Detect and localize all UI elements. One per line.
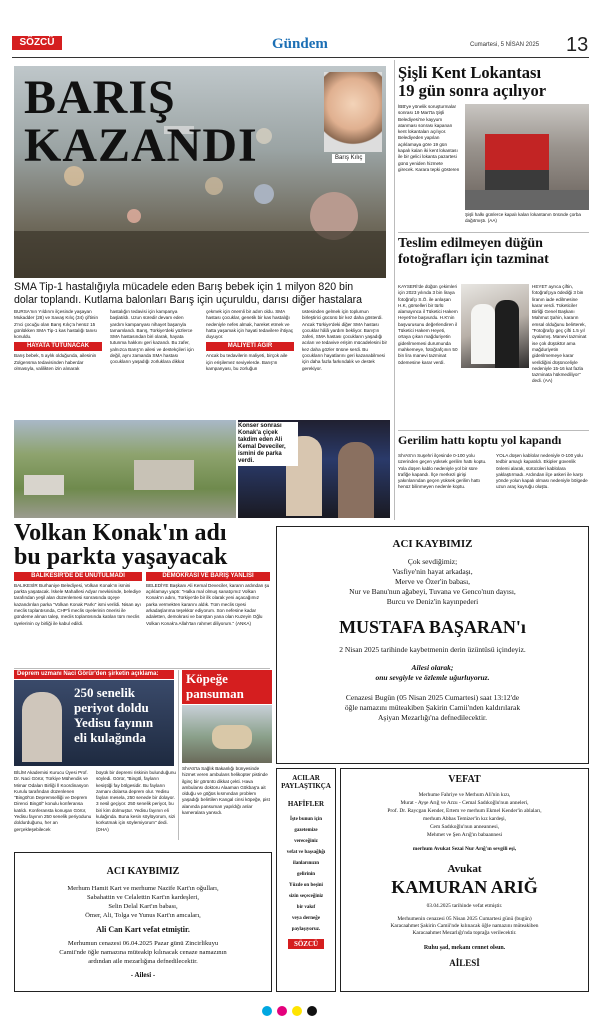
- yedisu-headline-4: eli kulağında: [74, 729, 146, 745]
- yedisu-headline-2: periyot doldu: [74, 699, 149, 715]
- kopek-headline-2: pansuman: [186, 685, 244, 701]
- park-photo-caption: Konser sonrası Konak'a çiçek takdim eden Ali Kemal Deveciler, ismini de parka verdi.: [238, 423, 286, 464]
- ad-line-9: gelirinin: [296, 872, 316, 878]
- dugun-headline-1: Teslim edilmeyen düğün: [398, 236, 543, 251]
- baris-deck-1: SMA Tip-1 hastalığıyla mücadele eden Barış bebek için 1 milyon 820 bin: [14, 281, 354, 293]
- obit1-line4: Nur ve Banu'nun ağabeyi, Tuvana ve Genco'nun dayısı,: [349, 586, 516, 596]
- obit2-line-4: merhum Abbas Temizer'in kız kardeşi,: [423, 815, 506, 822]
- obit3-title: ACI KAYBIMIZ: [106, 866, 180, 877]
- baris-label-2: MALİYETİ AĞIR: [206, 342, 294, 351]
- issue-date: Cumartesi, 5 NİSAN 2025: [470, 42, 540, 48]
- obit1-line5: Burcu ve Deniz'in kayınpederi: [386, 596, 479, 606]
- baby-photo: [324, 72, 382, 152]
- baris-balloon-photo: [14, 66, 386, 278]
- obit2-date: 03.04.2025 tarihinde vefat etmiştir.: [426, 902, 503, 909]
- obit2-signature: AİLESİ: [449, 957, 480, 968]
- obit1-family-2: onu sevgiyle ve özlemle uğurluyoruz.: [375, 673, 490, 683]
- baris-col1-b: Barış bebek, 5 aylık olduğunda, ailesinin Zolgensma tedavisinden haberdar olmasıyla, valilikten izin alınarak: [14, 353, 97, 371]
- obit2-name: KAMURAN ARIĞ: [391, 877, 538, 898]
- obit1-line1: Çok sevdiğimiz;: [407, 556, 458, 566]
- obit1-title: ACI KAYBIMIZ: [392, 538, 473, 550]
- obit2-line-6: Mehmet ve Şen Arığ'ın babaannesi: [426, 831, 503, 838]
- wedding-photo: [461, 284, 529, 368]
- obit2-line-1: Merhume Fahriye ve Merhum Ali'nin kızı,: [418, 791, 511, 798]
- baris-col3-a: çekmek için önemli bir adım oldu. SMA hastası çocuklar, genetik bir kas hastalığı nedeniyle nefes almak, hareket etmek ve hatta yaşamak için hayati tedavilere ihtiyaç duyuyor.: [206, 309, 294, 340]
- obit2-line-7: merhum Avukat Sezai Nur Arığ'ın sevgili eşi,: [412, 845, 517, 852]
- obit2-rest: Ruhu şad, mekanı cennet olsun.: [423, 944, 506, 951]
- obit3-name: Ali Can Kart vefat etmiştir.: [96, 924, 190, 934]
- baris-deck-2: dolar toplandı. Kutlama balonları Barış için uçuruldu, darısı diğer hastalara: [14, 294, 363, 306]
- kopek-body: SİVAS'ta Sağlık Bakanlığı bünyesinde hizmet veren ambulans helikopter pistinde ilginç bir görüntü dikkat çekti. Hava ambulansı doktoru Alaaman Gökbaş'a ait olduğu ve göğüs kısmından problem yaşadığı belirtilen Kangal cinsi köpeğe, pist alanında pansuman yapıldığı anlar kameralara yansıdı.: [182, 766, 270, 816]
- baris-headline-1: BARIŞ: [24, 71, 176, 124]
- obit3-line-3: Selin Delal Kart'ın babası,: [108, 902, 178, 910]
- yedisu-photo: [14, 680, 174, 766]
- obit3-signature: - Ailesi -: [130, 970, 156, 979]
- yedisu-col1: BİLİM Akademisi Kurucu Üyesi Prof. Dr. Naci Görür, Türkiye Mühendis ve Mimar Odaları Birliği İl Koordinasyon Kurulu tarafından düzenlenen "Bingöl'ün Depremselliği ve Deprem Direnci Bingöl" konulu konferansa katıldı. Konferansta konuşan Görür, Yedisu fayının 250 senelik periyodunu doldurduğunu, her an gerçekleşebilecek: [14, 770, 92, 832]
- baris-label-1: HAYATA TUTUNACAK: [14, 342, 102, 351]
- section-title: Gündem: [272, 36, 328, 52]
- ad-line-14: paylaşıyoruz.: [291, 927, 321, 933]
- color-registration-marks: [262, 1005, 338, 1017]
- ad-line-2: PAYLAŞTIKÇA: [281, 782, 331, 791]
- ad-line-10: Yüzde on beşini: [289, 883, 323, 889]
- obit2-funeral-1: Merhumenin cenazesi 05 Nisan 2025 Cumartesi günü (bugün): [397, 915, 532, 922]
- sisli-headline-2: 19 gün sonra açılıyor: [398, 81, 547, 100]
- ad-line-3: HAFİFLER: [287, 800, 325, 809]
- obit1-line3: Merve ve Özer'in babası,: [394, 576, 471, 586]
- baby-caption: Barış Kılıç: [332, 154, 365, 163]
- ad-line-7: vefat ve başsağlığı: [286, 850, 326, 856]
- ad-line-12: bir vakıf: [296, 905, 316, 911]
- obit2-title: VEFAT: [448, 774, 481, 785]
- kopek-headline-1: Köpeğe: [186, 671, 228, 686]
- sisli-headline-1: Şişli Kent Lokantası: [398, 63, 542, 82]
- sisli-caption: Şişli halkı günlerce kapalı kalan lokantanın önünde çorba dağıtmıştı. (AA): [465, 212, 581, 224]
- obit2-line-3: Prof. Dr. Raycgan Kender, Ertem ve merhum Ekmel Kender'in ablaları,: [387, 807, 542, 814]
- park-col2: BELEDİYE Başkanı Ali Kemal Deveciler, kararın ardından şu açıklamayı yaptı: "Halka mal olmuş sanatçımız Volkan Konak'ın adını, Türkiye'de bir ilk olarak yeni açacağımız parka vermekten kararını aldık. Tüm meclis üyesi arkadaşlarıma teşekkür ediyorum. Son nefesine kadar adaletten, demokrasi ve barıştan yana olan Kuzeyin Oğlu Volkan Konak'a Allah'tan rahmet diliyorum." (ANKA): [146, 582, 270, 626]
- sisli-photo: [465, 104, 589, 210]
- yedisu-col2: büyük bir depremi riskinin bulunduğunu söyledi. Görür, "Bingöl, fayların kesiştiği fay bölgesidir. Bu fayların zamanı dolarsa deprem olur. Yedisu fayları mesela, 250 senede bir dolayor. 3 nesil geçiyor. 250 senelik periyot, bu biri kim dolmuştur. Yedisu fayının eli kulağında. Buna kesin söylüyorum, sizi korkutmak için söylemiyorum" dedi. (DHA): [96, 770, 176, 832]
- baris-col4: üstesinden gelmek için toplumun birleştirici gücünü bir kez daha gösterdi. Ancak Türkiye'deki diğer SMA hastası çocuklar hâlâ yardım bekliyor. Barış'ın zaferi, SMA hastası çocukların yaşadığı acıları ve tedavive erişim mücadelesini bir kez daha gözler önüne serdi. Bu çocukların hayatlarını geri kazanabilmesi için daha fazla farkındalık ve destek gerekiyor.: [302, 309, 388, 371]
- ad-line-1: ACILAR: [292, 774, 320, 782]
- ad-line-8: ilanlarınızın: [292, 861, 320, 867]
- dugun-col1: KAYSERİ'de düğün çekimleri için 2023 yılında 3 bin liraya fotoğrafçı S.Ö. ile anlaşan H.K, görselleri bir türlü alamayınca il Tüketici Hakem Heyeti'ne başvurdu. H.K'nin başvurusunu değerlendiren il Tüketici Hakem Heyeti, ortaya çıkan mağduriyetin giderilmemesi durumunda mahkemeye, fotoğrafçının 50 bin lira manevi tazminat ödemesine karar verdi.: [398, 284, 458, 365]
- ad-line-13: veya derneğe: [292, 916, 320, 922]
- gerilim-headline: Gerilim hattı koptu yol kapandı: [398, 433, 562, 447]
- obit1-funeral-1: Cenazesi Bugün (05 Nisan 2025 Cumartesi) saat 13:12'de: [345, 693, 520, 703]
- park-aerial-photo: [14, 420, 236, 518]
- baris-col2: hastalığın tedavisi için kampanya başlatıldı. Uzun süredir devam eden yardım kampanyası nihayet başarıyla tamamlandı. Barış, Türkiye'deki yüzlerce SMA hastasından biri olarak, hayata tutunma hakkını geri kazandı. Bu zafer, yalnızca Barış'ın ailesi ve destekçileri için değil, aynı zamanda SMA hastası çocukların yaşadığı zorluklara dikkat: [110, 309, 194, 365]
- dog-photo: [182, 705, 272, 763]
- park-label-2: DEMOKRASİ VE BARIŞ YANLISI: [146, 572, 270, 581]
- obit2-line-5: Cem Sadıkoğlu'nun anneannesi,: [429, 823, 500, 830]
- dugun-col2: HEYET ayrıca çiftin, fotoğrafçıya ödediği 3 bin liranın iade edilmesine karar verdi. Tüketiciler Birliği Genel Başkanı Mahmut Şahin, kararın emsal olduğunu belirterek, "Fotoğrafçı geç çifti 1.5 yıl oyalamış. Manevi tazminat ise çok düşüktür ama mağduriyetin giderilmemeye karar verildiğini düşünceliyle nedeniyle 15-16 kat fazla tazminata hükmediliyor" dedi. (AA): [532, 284, 587, 384]
- obit3-line-1: Merhum Hamit Kart ve merhume Nazife Kart'ın oğulları,: [67, 884, 219, 892]
- obit1-date-line: 2 Nisan 2025 tarihinde kaybetmenin derin üzüntüsü içindeyiz.: [339, 645, 526, 655]
- obit1-funeral-3: Aşiyan Mezarlığı'na defnedilecektir.: [377, 713, 488, 723]
- obit2-funeral-2: Karacaahmet Şakirin Camii'nde kılınacak öğle namazını müteakiben: [390, 922, 539, 929]
- ad-line-4: İşte bunun için: [290, 817, 322, 823]
- park-headline-1: Volkan Konak'ın adı: [14, 520, 227, 546]
- baris-col3-b: Ancak bu tedavilerin maliyeti, birçok aile için erişilemez seviyelerde. Barış'ın kampanyası, bu zorluğun: [206, 353, 288, 371]
- obit3-line-4: Ömer, Ali, Tolga ve Yunus Kart'ın amcaları,: [85, 911, 201, 919]
- ad-logo: SÖZCÜ: [288, 939, 324, 949]
- baris-col1-a: BURSA'nın Yıldırım ilçesinde yaşayan Mukadder (28) ve Savaş Kılıç (34) çiftinin 2'nci çocuğu olan Barış Kılıç'a henüz 15 günlükken SMA Tip-1 kas hastalığı tanısı konuldu.: [14, 309, 98, 340]
- park-col1: BALIKESİR Burhaniye Belediyesi, Volkan Konak'ın ismini parkta yaşatacak. İskele Mahallesi Adyar mevkisinde, belediye tarafından yeşil alan düzenlemesi sonrasında üçeye kazandırılan parka "Volkan Konak Parkı" ismi verildi. Nisan ayı meclis toplantısında, CHP'li meclis üyelerinin önerisi ile gündeme alınan talep, meclis toplantısında katılan tüm meclis üyelerinin oy birliği ile kabul edildi.: [14, 582, 141, 626]
- obit2-funeral-3: Karacaahmet Mezarlığı'nda toprağa verilecektir.: [412, 929, 517, 936]
- obit3-funeral-3: ardından aile mezarlığına defnedilecektir.: [88, 957, 198, 965]
- ad-line-5: gazetemize: [294, 828, 318, 834]
- obit1-line2: Vasfiye'nin hayat arkadaşı,: [392, 566, 473, 576]
- obit1-funeral-2: öğle namazını müteakiben Şakirin Camii'nden kaldırılarak: [344, 703, 521, 713]
- park-label-1: BALIKESİR'DE DE UNUTULMADI: [14, 572, 142, 581]
- obit2-line-2: Murat - Ayşe Arığ ve Arzu - Cemal Sadıkoğlu'nun anneleri,: [400, 799, 529, 806]
- obit2-title-2: Avukat: [447, 862, 482, 875]
- yedisu-banner: Deprem uzmanı Naci Görür'den şirketin açıklama:: [14, 670, 174, 679]
- yedisu-headline-3: Yedisu fayının: [74, 714, 154, 730]
- page-number: 13: [566, 34, 589, 56]
- obit3-line-2: Sabahattin ve Celalettin Kart'ın kardeşleri,: [87, 893, 199, 901]
- sisli-body: İBB'ye yönelik soruşturmalar sonrası 19 Mart'ta Şişli Belediyesi'ne kayyum atanması sonrası kapanan kent lokantaları açılıyor. Belediyeden yapılan açıklamaya göre 19 gün kapalı kalan iki kent lokantası ile bir gelici lokanta pazartesi günü yeniden hizmete girecek. Karara tepki gösteren: [398, 104, 460, 172]
- gerilim-col1: SİVAS'ın Suşehri ilçesinde 0-100 yolu üzerinden geçen yüksek gerilim hattı koptu. Yola düşen kablo nedeniyle yol bir süre trafiğe kapandı. İlçe merkezi girişi yakınlarından geçen yüksek gerilim hattı henüz bilinmeyen nedenle koptu.: [398, 453, 487, 490]
- obit3-funeral-1: Merhumun cenazesi 06.04.2025 Pazar günü Zincirlikuyu: [67, 939, 219, 947]
- baris-headline-2: KAZANDI: [24, 119, 258, 172]
- ad-line-6: vereceğiniz: [294, 839, 318, 845]
- yedisu-headline-1: 250 senelik: [74, 685, 136, 700]
- obit1-name: MUSTAFA BAŞARAN'ı: [339, 616, 526, 637]
- obit1-family-1: Ailesi olarak;: [411, 663, 454, 673]
- logo: SÖZCÜ: [12, 36, 62, 50]
- dugun-headline-2: fotoğrafları için tazminat: [398, 252, 549, 267]
- park-headline-2: bu parkta yaşayacak: [14, 544, 228, 570]
- obit3-funeral-2: Camii'nde öğle namazına müteakip kılınacak cenaze namazının: [59, 948, 227, 956]
- ad-line-11: sizin seçeceğiniz: [288, 894, 324, 900]
- gerilim-col2: YOLA düşen kablolar nedeniyle 0-100 yolu tedbir amaçlı kapatıldı. Ekipler güvenlik önlemi alarak, sürücüleri kablolara yaklaştırmadı. Ardından ilçe askeri ile karşı yönde yolun kapalı olması nedeniyle bölgede uzun araç kuyruğu oluştu.: [496, 453, 588, 490]
